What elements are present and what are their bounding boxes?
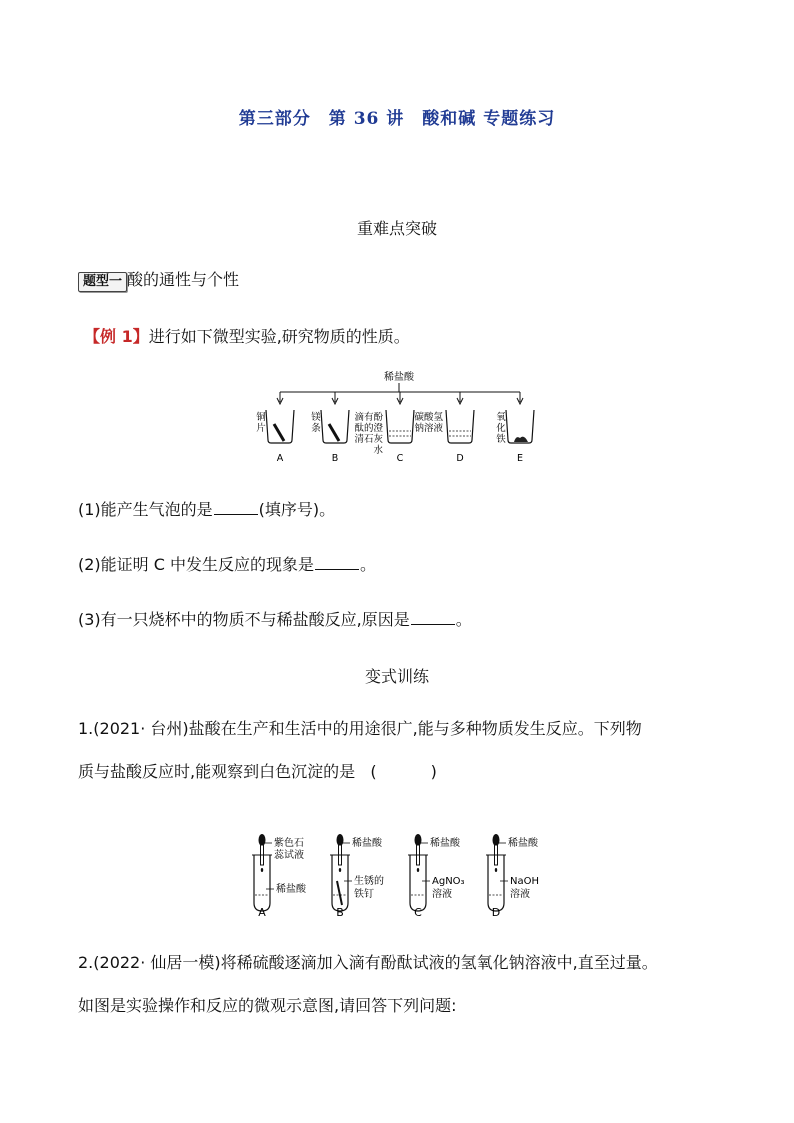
type1-title: 酸的通性与个性 xyxy=(127,270,240,289)
beaker-d-label-0: 碳酸氢 xyxy=(414,412,443,423)
section-heading: 重难点突破 xyxy=(356,219,437,238)
q2-text: (2)能证明 C 中发生反应的现象是 xyxy=(78,555,315,574)
tube-b-dropper-bulb xyxy=(337,834,344,846)
tube-a-letter: A xyxy=(258,906,266,918)
tube-b-content-label-1: 铁钉 xyxy=(354,889,374,900)
tube-a-dropper-bulb xyxy=(259,834,266,846)
beaker-a-label-1: 片 xyxy=(256,423,266,434)
beaker-e-label-1: 化 xyxy=(496,423,506,434)
beaker-b-label-1: 条 xyxy=(311,423,321,434)
type1-heading xyxy=(78,269,239,292)
tube-c-dropper-bulb xyxy=(415,834,422,846)
tube-c xyxy=(408,834,465,918)
beaker-e-letter: E xyxy=(516,453,524,464)
beaker-b-letter: B xyxy=(331,453,339,464)
tube-a xyxy=(252,834,307,918)
answer-paren-close: ) xyxy=(430,762,437,781)
tube-d-content-label-0: NaOH xyxy=(510,876,539,887)
q3-text: (3)有一只烧杯中的物质不与稀盐酸反应,原因是 xyxy=(78,610,410,629)
reagent-label: 稀盐酸 xyxy=(384,372,414,383)
q1-suffix: (填序号)。 xyxy=(258,500,336,519)
title-lecture: 第 36 讲 xyxy=(328,109,405,129)
problem1-stem: 质与盐酸反应时,能观察到白色沉淀的是 xyxy=(78,762,356,781)
type1-badge: 题型一 xyxy=(78,272,127,292)
beaker-d-letter: D xyxy=(456,453,464,464)
variant-heading: 变式训练 xyxy=(364,667,429,686)
example1-intro xyxy=(84,326,410,348)
beaker-e-label-0: 氧 xyxy=(496,412,506,423)
beaker-c-label-1: 酞的澄 xyxy=(354,423,383,434)
beaker-experiment-figure xyxy=(245,368,555,468)
page-title xyxy=(0,104,794,129)
tube-a-dropper-label-0: 紫色石 xyxy=(274,838,304,849)
q1-text: (1)能产生气泡的是 xyxy=(78,500,213,519)
beaker-e xyxy=(496,392,534,464)
problem2-line2: 如图是实验操作和反应的微观示意图,请回答下列问题: xyxy=(78,996,457,1015)
tube-b xyxy=(330,834,384,918)
tube-d xyxy=(486,834,539,918)
tube-a-content-label-0: 稀盐酸 xyxy=(276,884,306,895)
q2-suffix: 。 xyxy=(360,555,377,574)
beaker-d xyxy=(414,392,474,464)
tube-d-dropper-bulb xyxy=(493,834,500,846)
beaker-c-label-3: 水 xyxy=(373,445,383,456)
problem1-line2 xyxy=(78,761,437,783)
tube-c-letter: C xyxy=(414,906,422,918)
beaker-a-label-0: 铜 xyxy=(256,412,266,423)
tube-d-content-label-1: 溶液 xyxy=(510,889,530,900)
beaker-c-label-0: 滴有酚 xyxy=(354,412,383,423)
tube-b-content-label-0: 生锈的 xyxy=(354,876,384,887)
problem2-line1: 2.(2022· 仙居一模)将稀硫酸逐滴加入滴有酚酞试液的氢氧化钠溶液中,直至过量。 xyxy=(78,953,658,972)
problem1-line1: 1.(2021· 台州)盐酸在生产和生活中的用途很广,能与多种物质发生反应。下列物 xyxy=(78,719,642,738)
example1-text: 进行如下微型实验,研究物质的性质。 xyxy=(148,327,410,346)
title-topic: 酸和碱 专题练习 xyxy=(422,109,556,129)
q1-answer-blank[interactable] xyxy=(214,500,258,515)
q2-answer-blank[interactable] xyxy=(315,555,359,570)
beaker-c-label-2: 清石灰 xyxy=(354,434,383,445)
question-2 xyxy=(78,554,376,576)
beaker-b-label-0: 镁 xyxy=(311,412,321,423)
tube-c-content-label-0: AgNO₃ xyxy=(432,876,465,887)
beaker-c-letter: C xyxy=(396,453,404,464)
tube-a-dropper-label-1: 蕊试液 xyxy=(274,850,304,861)
title-part: 第三部分 xyxy=(238,109,311,129)
example1-label: 【例 1】 xyxy=(84,327,149,346)
question-3 xyxy=(78,609,472,631)
tube-d-letter: D xyxy=(491,906,501,918)
tube-b-letter: B xyxy=(336,906,344,918)
answer-paren-open: ( xyxy=(370,762,377,781)
question-1 xyxy=(78,499,335,521)
beaker-a-letter: A xyxy=(276,453,284,464)
beaker-b xyxy=(311,392,349,464)
q3-suffix: 。 xyxy=(455,610,472,629)
tube-c-content-label-1: 溶液 xyxy=(432,889,452,900)
beaker-c xyxy=(354,392,414,464)
tube-c-dropper-label-0: 稀盐酸 xyxy=(430,838,460,849)
q3-answer-blank[interactable] xyxy=(411,610,455,625)
test-tube-figure xyxy=(240,833,560,918)
beaker-d-label-1: 钠溶液 xyxy=(414,423,443,434)
beaker-a xyxy=(256,392,294,464)
beaker-e-label-2: 铁 xyxy=(496,434,506,445)
tube-d-dropper-label-0: 稀盐酸 xyxy=(508,838,538,849)
tube-b-dropper-label-0: 稀盐酸 xyxy=(352,838,382,849)
